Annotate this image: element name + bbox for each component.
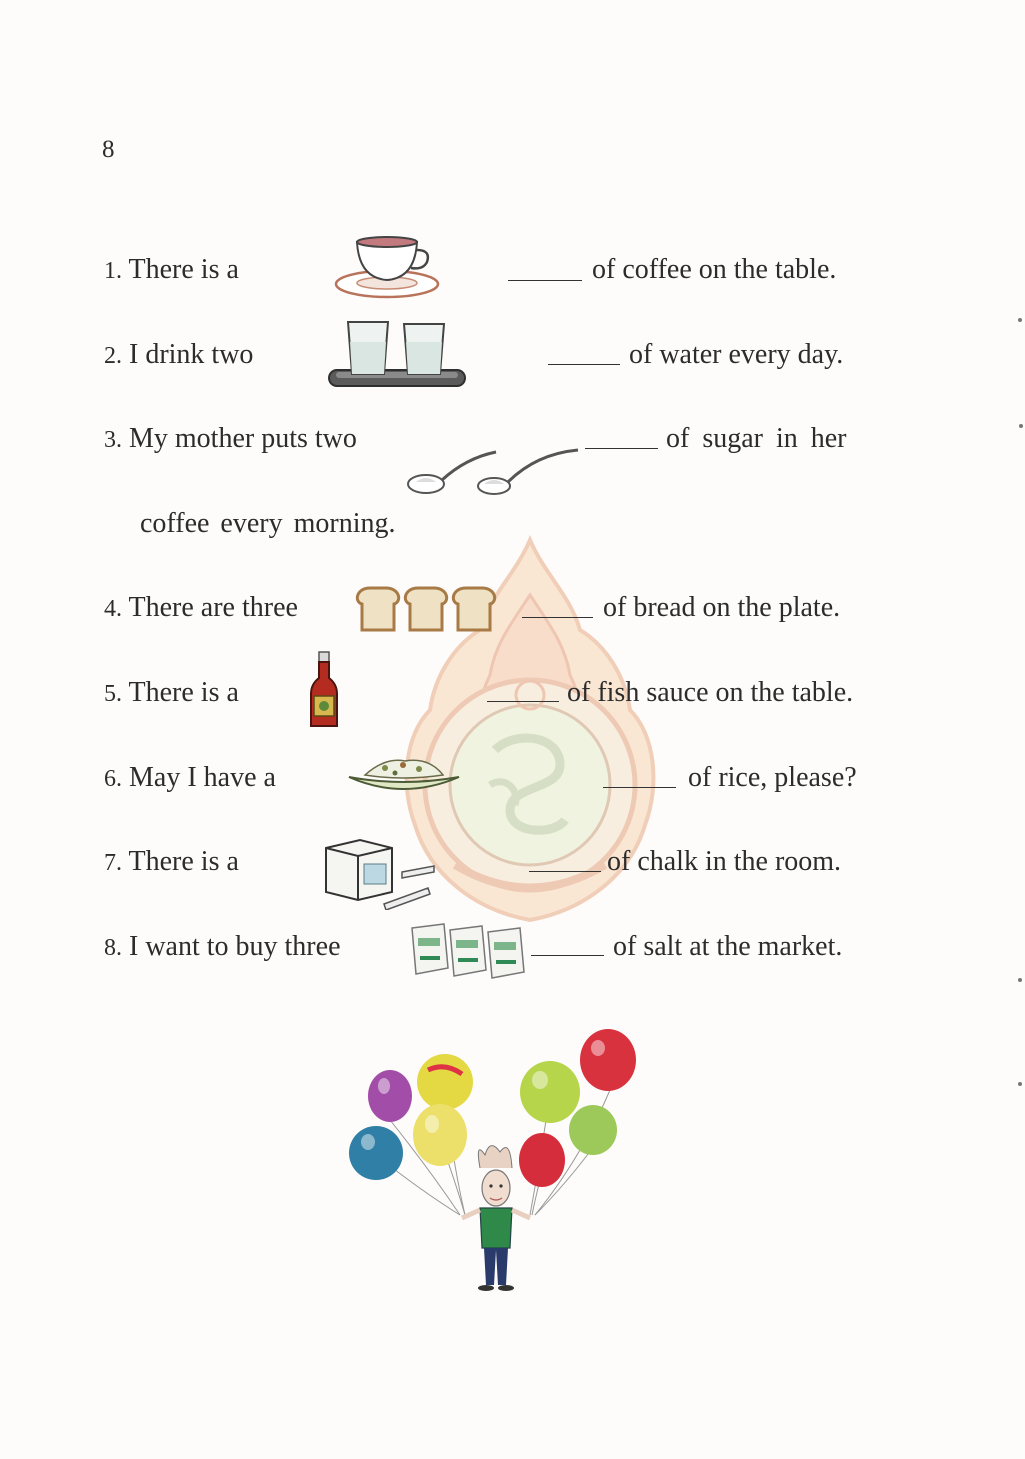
exercise-6-suffix: of rice, please? bbox=[688, 762, 857, 793]
exercise-number: 5. bbox=[104, 681, 122, 707]
exercise-number: 3. bbox=[104, 427, 122, 453]
exercise-1-prompt bbox=[104, 252, 239, 289]
exercise-8-prompt bbox=[104, 929, 341, 966]
three-bread-slices-icon bbox=[354, 584, 502, 634]
box-of-chalk-icon bbox=[320, 834, 436, 910]
margin-dot bbox=[1018, 318, 1022, 322]
margin-dot bbox=[1018, 978, 1022, 982]
exercise-text: My mother puts two bbox=[129, 423, 357, 454]
exercise-number: 4. bbox=[104, 596, 122, 622]
exercise-text: There is a bbox=[128, 254, 239, 285]
exercise-3-continuation: coffee every morning. bbox=[140, 508, 396, 539]
exercise-number: 7. bbox=[104, 850, 122, 876]
exercise-number: 2. bbox=[104, 343, 122, 369]
exercise-8-answer-blank bbox=[531, 955, 604, 956]
exercise-number: 8. bbox=[104, 935, 122, 961]
three-salt-packets-icon bbox=[408, 920, 530, 980]
exercise-4-suffix: of bread on the plate. bbox=[603, 592, 841, 623]
man-holding-balloons-icon bbox=[340, 1020, 650, 1300]
exercise-6-answer-blank bbox=[603, 787, 676, 788]
exercise-text: There is a bbox=[128, 677, 239, 708]
two-glasses-on-tray-icon bbox=[326, 318, 468, 390]
exercise-3-answer-blank bbox=[585, 448, 658, 449]
exercise-3-suffix: of sugar in her bbox=[666, 423, 847, 454]
exercise-text: I drink two bbox=[129, 339, 254, 370]
exercise-text: There is a bbox=[128, 846, 239, 877]
margin-dot bbox=[1018, 1082, 1022, 1086]
exercise-4-answer-blank bbox=[522, 617, 593, 618]
two-spoons-of-sugar-icon bbox=[404, 440, 584, 500]
exercise-2-answer-blank bbox=[548, 364, 620, 365]
exercise-1-suffix: of coffee on the table. bbox=[592, 254, 837, 285]
cup-and-saucer-icon bbox=[333, 232, 445, 304]
exercise-5-suffix: of fish sauce on the table. bbox=[567, 677, 854, 708]
exercise-2-suffix: of water every day. bbox=[629, 339, 844, 370]
plate-of-rice-icon bbox=[345, 753, 463, 799]
fish-sauce-bottle-icon bbox=[308, 650, 340, 730]
exercise-text: May I have a bbox=[129, 762, 276, 793]
exercise-1-answer-blank bbox=[508, 280, 582, 281]
exercise-5-prompt bbox=[104, 675, 239, 712]
exercise-7-prompt bbox=[104, 844, 239, 881]
exercise-6-prompt bbox=[104, 760, 276, 797]
exercise-7-suffix: of chalk in the room. bbox=[607, 846, 842, 877]
page-number: 8 bbox=[102, 136, 115, 163]
exercise-text: I want to buy three bbox=[129, 931, 341, 962]
margin-dot bbox=[1019, 424, 1023, 428]
exercise-8-suffix: of salt at the market. bbox=[613, 931, 843, 962]
exercise-3-prompt bbox=[104, 421, 357, 458]
exercise-number: 1. bbox=[104, 258, 122, 284]
exercise-2-prompt bbox=[104, 337, 253, 374]
exercise-text: There are three bbox=[128, 592, 298, 623]
exercise-4-prompt bbox=[104, 590, 298, 627]
exercise-number: 6. bbox=[104, 766, 122, 792]
exercise-7-answer-blank bbox=[529, 871, 601, 872]
exercise-5-answer-blank bbox=[487, 701, 559, 702]
